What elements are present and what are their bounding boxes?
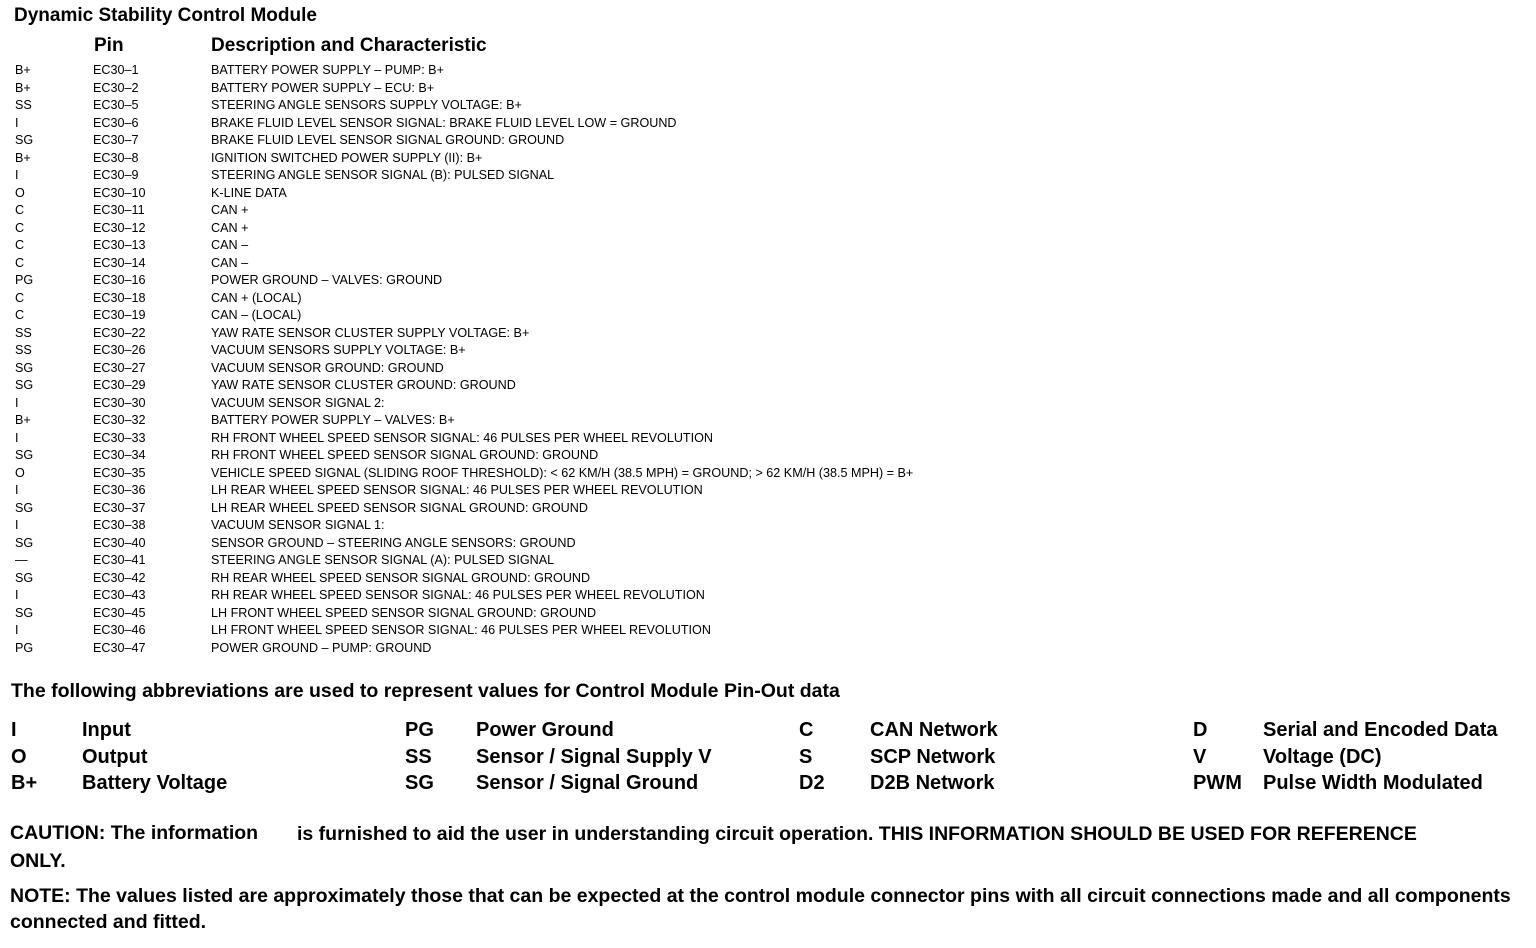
pin-description: LH REAR WHEEL SPEED SENSOR SIGNAL: 46 PULSES PER WHEEL REVOLUTION <box>211 483 703 497</box>
pin-id: EC30–47 <box>93 640 146 655</box>
pin-description: CAN – (LOCAL) <box>211 308 302 322</box>
pin-description: VACUUM SENSOR SIGNAL 1: <box>211 518 385 532</box>
abbreviation-key: B+ <box>11 772 38 794</box>
pin-row <box>0 255 1100 273</box>
abbreviation-key: O <box>11 745 27 768</box>
pin-id: EC30–30 <box>93 395 146 410</box>
pin-description: BATTERY POWER SUPPLY – ECU: B+ <box>211 80 435 95</box>
pin-id: EC30–14 <box>93 255 146 270</box>
pin-row <box>0 517 1100 535</box>
pin-description: STEERING ANGLE SENSORS SUPPLY VOLTAGE: B+ <box>211 98 522 112</box>
pin-description: RH REAR WHEEL SPEED SENSOR SIGNAL GROUND: GROUND <box>211 570 591 585</box>
pin-description: POWER GROUND – VALVES: GROUND <box>211 273 443 287</box>
pin-description: VEHICLE SPEED SIGNAL (SLIDING ROOF THRESHOLD): < 62 KM/H (38.5 MPH) = GROUND; > 62 KM/H (38.5 MPH) = B+ <box>211 465 914 480</box>
document-title: Dynamic Stability Control Module <box>14 5 317 26</box>
signal-type-code: SG <box>15 605 34 620</box>
signal-type-code: SG <box>15 133 34 147</box>
abbreviation-meaning: Power Ground <box>476 719 614 741</box>
pin-table <box>0 62 1100 657</box>
pin-row <box>0 167 1100 185</box>
pin-row <box>0 307 1100 325</box>
pin-id: EC30–37 <box>93 500 146 515</box>
pin-row <box>0 447 1100 465</box>
pin-row <box>0 622 1100 640</box>
pin-row <box>0 325 1100 343</box>
pin-id: EC30–22 <box>93 325 146 340</box>
pin-row <box>0 115 1100 133</box>
pin-row <box>0 570 1100 588</box>
abbreviation-meaning: Sensor / Signal Ground <box>476 772 699 794</box>
pin-description: BRAKE FLUID LEVEL SENSOR SIGNAL GROUND: GROUND <box>211 133 565 147</box>
pin-row <box>0 62 1100 80</box>
pin-id: EC30–12 <box>93 220 146 235</box>
pin-id: EC30–9 <box>93 168 139 182</box>
pin-id: EC30–38 <box>93 518 146 532</box>
pin-description: RH REAR WHEEL SPEED SENSOR SIGNAL: 46 PULSES PER WHEEL REVOLUTION <box>211 588 705 602</box>
signal-type-code: I <box>15 518 19 532</box>
pin-id: EC30–6 <box>93 115 139 130</box>
abbreviation-meaning: SCP Network <box>870 745 996 768</box>
pin-id: EC30–32 <box>93 413 146 427</box>
signal-type-code: — <box>15 553 28 567</box>
pin-id: EC30–43 <box>93 588 146 602</box>
pin-row <box>0 132 1100 150</box>
signal-type-code: O <box>15 465 25 480</box>
abbreviation-meaning: Output <box>82 745 148 768</box>
pin-description: SENSOR GROUND – STEERING ANGLE SENSORS: GROUND <box>211 535 576 550</box>
signal-type-code: SG <box>15 360 34 375</box>
pin-row <box>0 185 1100 203</box>
pin-id: EC30–46 <box>93 623 146 637</box>
header-description: Description and Characteristic <box>211 35 487 56</box>
abbreviation-meaning: Serial and Encoded Data <box>1263 719 1498 741</box>
pin-id: EC30–8 <box>93 150 139 165</box>
signal-type-code: B+ <box>15 63 31 77</box>
pin-row <box>0 360 1100 378</box>
pin-id: EC30–36 <box>93 483 146 497</box>
pin-row <box>0 587 1100 605</box>
abbreviation-meaning: Sensor / Signal Supply V <box>476 745 712 768</box>
abbreviation-key: SS <box>405 745 432 768</box>
pin-id: EC30–13 <box>93 238 146 252</box>
signal-type-code: I <box>15 395 19 410</box>
pin-row <box>0 342 1100 360</box>
pin-description: RH FRONT WHEEL SPEED SENSOR SIGNAL: 46 PULSES PER WHEEL REVOLUTION <box>211 430 714 445</box>
abbreviation-row <box>0 717 1536 744</box>
pin-id: EC30–35 <box>93 465 146 480</box>
pin-row <box>0 377 1100 395</box>
pin-row <box>0 535 1100 553</box>
signal-type-code: SS <box>15 98 32 112</box>
pin-row <box>0 605 1100 623</box>
abbreviation-key: PG <box>405 719 434 741</box>
pin-description: POWER GROUND – PUMP: GROUND <box>211 640 432 655</box>
pin-row <box>0 202 1100 220</box>
signal-type-code: O <box>15 185 25 200</box>
abbreviations-table <box>0 717 1536 797</box>
pin-row <box>0 640 1100 658</box>
abbreviation-key: D2 <box>799 772 825 794</box>
pin-description: STEERING ANGLE SENSOR SIGNAL (A): PULSED SIGNAL <box>211 553 555 567</box>
signal-type-code: B+ <box>15 150 31 165</box>
pin-row <box>0 290 1100 308</box>
pin-row <box>0 97 1100 115</box>
pin-id: EC30–34 <box>93 448 146 462</box>
pin-id: EC30–42 <box>93 570 146 585</box>
caution-part-3: ONLY. <box>10 850 66 872</box>
abbreviation-meaning: Input <box>82 719 131 741</box>
pin-id: EC30–29 <box>93 378 146 392</box>
header-pin: Pin <box>94 35 124 56</box>
pin-description: CAN + <box>211 220 249 235</box>
signal-type-code: C <box>15 308 25 322</box>
signal-type-code: I <box>15 430 19 445</box>
abbreviation-meaning: CAN Network <box>870 719 998 741</box>
signal-type-code: C <box>15 220 25 235</box>
pin-description: CAN + <box>211 203 249 217</box>
signal-type-code: B+ <box>15 413 31 427</box>
abbreviation-meaning: Pulse Width Modulated <box>1263 772 1483 794</box>
signal-type-code: I <box>15 115 19 130</box>
pin-description: YAW RATE SENSOR CLUSTER SUPPLY VOLTAGE: B+ <box>211 325 530 340</box>
pin-row <box>0 482 1100 500</box>
pin-id: EC30–2 <box>93 80 139 95</box>
pin-id: EC30–10 <box>93 185 146 200</box>
pin-id: EC30–26 <box>93 343 146 357</box>
pin-id: EC30–5 <box>93 98 139 112</box>
pin-row <box>0 237 1100 255</box>
abbreviation-key: C <box>799 719 814 741</box>
signal-type-code: C <box>15 255 25 270</box>
pin-id: EC30–7 <box>93 133 139 147</box>
pin-id: EC30–16 <box>93 273 146 287</box>
signal-type-code: C <box>15 290 25 305</box>
abbreviation-key: V <box>1193 745 1207 768</box>
abbreviation-key: D <box>1193 719 1208 741</box>
signal-type-code: SG <box>15 535 34 550</box>
pin-row <box>0 395 1100 413</box>
pin-description: BATTERY POWER SUPPLY – VALVES: B+ <box>211 413 455 427</box>
pin-id: EC30–19 <box>93 308 146 322</box>
pin-description: K-LINE DATA <box>211 185 287 200</box>
pin-id: EC30–18 <box>93 290 146 305</box>
pin-id: EC30–27 <box>93 360 146 375</box>
abbreviations-intro: The following abbreviations are used to represent values for Control Module Pin-Out data <box>11 680 840 702</box>
pin-row <box>0 220 1100 238</box>
pin-description: BATTERY POWER SUPPLY – PUMP: B+ <box>211 63 444 77</box>
signal-type-code: SS <box>15 325 32 340</box>
signal-type-code: C <box>15 238 25 252</box>
pin-row <box>0 500 1100 518</box>
abbreviation-row <box>0 770 1536 797</box>
signal-type-code: PG <box>15 640 34 655</box>
pin-description: LH FRONT WHEEL SPEED SENSOR SIGNAL GROUND: GROUND <box>211 605 597 620</box>
pin-id: EC30–45 <box>93 605 146 620</box>
signal-type-code: I <box>15 623 19 637</box>
signal-type-code: SG <box>15 570 34 585</box>
pin-row <box>0 552 1100 570</box>
abbreviation-key: I <box>11 719 17 741</box>
abbreviation-key: S <box>799 745 813 768</box>
abbreviation-meaning: D2B Network <box>870 772 995 794</box>
pin-row <box>0 80 1100 98</box>
signal-type-code: I <box>15 483 19 497</box>
pin-description: CAN – <box>211 238 249 252</box>
pin-description: LH FRONT WHEEL SPEED SENSOR SIGNAL: 46 PULSES PER WHEEL REVOLUTION <box>211 623 711 637</box>
note-text: NOTE: The values listed are approximately those that can be expected at the control module connector pins with all circuit connections made and all components connected and fitted. <box>10 885 1511 933</box>
caution-part-2: is furnished to aid the user in understanding circuit operation. THIS INFORMATION SHOULD BE USED FOR REFERENCE <box>297 823 1417 845</box>
pin-id: EC30–41 <box>93 553 146 567</box>
pin-description: IGNITION SWITCHED POWER SUPPLY (II): B+ <box>211 150 483 165</box>
pin-description: CAN – <box>211 255 249 270</box>
abbreviation-key: PWM <box>1193 772 1242 794</box>
pin-id: EC30–1 <box>93 63 139 77</box>
abbreviation-row <box>0 744 1536 771</box>
pin-description: CAN + (LOCAL) <box>211 290 302 305</box>
signal-type-code: B+ <box>15 80 31 95</box>
pin-description: RH FRONT WHEEL SPEED SENSOR SIGNAL GROUND: GROUND <box>211 448 599 462</box>
signal-type-code: SS <box>15 343 32 357</box>
signal-type-code: SG <box>15 448 34 462</box>
pin-description: BRAKE FLUID LEVEL SENSOR SIGNAL: BRAKE FLUID LEVEL LOW = GROUND <box>211 115 677 130</box>
pin-description: LH REAR WHEEL SPEED SENSOR SIGNAL GROUND: GROUND <box>211 500 588 515</box>
signal-type-code: C <box>15 203 25 217</box>
pin-row <box>0 430 1100 448</box>
pin-description: YAW RATE SENSOR CLUSTER GROUND: GROUND <box>211 378 516 392</box>
signal-type-code: I <box>15 588 19 602</box>
abbreviation-meaning: Voltage (DC) <box>1263 745 1382 768</box>
pin-description: VACUUM SENSORS SUPPLY VOLTAGE: B+ <box>211 343 466 357</box>
signal-type-code: SG <box>15 500 34 515</box>
pin-description: STEERING ANGLE SENSOR SIGNAL (B): PULSED SIGNAL <box>211 168 555 182</box>
pin-id: EC30–40 <box>93 535 146 550</box>
pin-id: EC30–11 <box>93 203 145 217</box>
pin-row <box>0 412 1100 430</box>
abbreviation-meaning: Battery Voltage <box>82 772 228 794</box>
caution-part-1: CAUTION: The information <box>10 822 259 844</box>
pin-description: VACUUM SENSOR GROUND: GROUND <box>211 360 444 375</box>
pin-row <box>0 150 1100 168</box>
signal-type-code: I <box>15 168 19 182</box>
abbreviation-key: SG <box>405 772 434 794</box>
signal-type-code: SG <box>15 378 34 392</box>
pin-row <box>0 272 1100 290</box>
signal-type-code: PG <box>15 273 34 287</box>
pin-row <box>0 465 1100 483</box>
pin-description: VACUUM SENSOR SIGNAL 2: <box>211 395 385 410</box>
pin-id: EC30–33 <box>93 430 146 445</box>
